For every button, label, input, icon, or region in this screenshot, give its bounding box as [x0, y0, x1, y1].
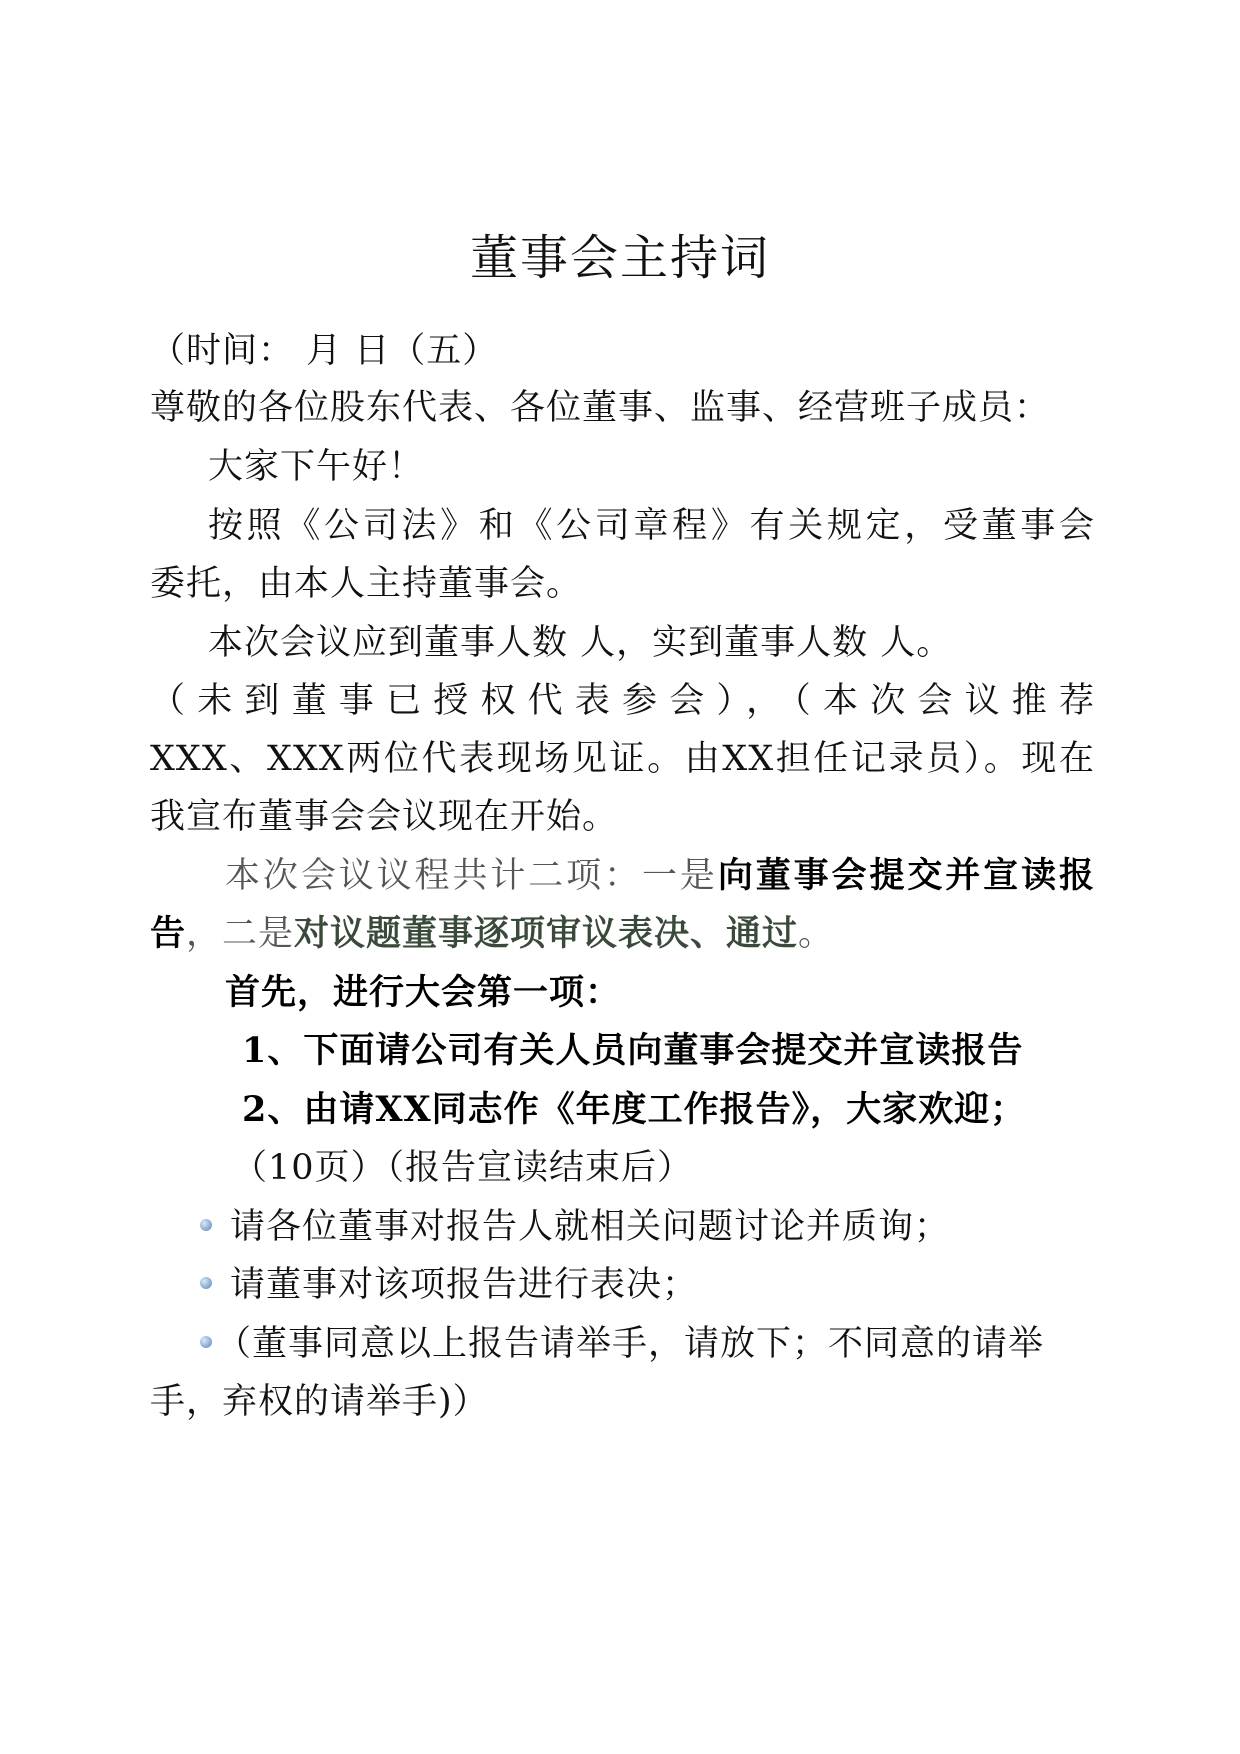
- bullet-dot-icon: [200, 1219, 212, 1231]
- document-title: 董事会主持词: [469, 230, 770, 286]
- agenda-item-1-continued: 告: [150, 913, 187, 954]
- step-1: 1、下面请公司有关人员向董事会提交并宣读报告: [242, 1030, 1024, 1071]
- greeting: 大家下午好！: [208, 447, 425, 487]
- paragraph-2-line-4: 我宣布董事会会议现在开始。: [150, 797, 619, 837]
- bullet-item-1: 请各位董事对报告人就相关问题讨论并质询；: [200, 1201, 1145, 1253]
- agenda-prefix: 本次会议议程共计二项：一是: [225, 856, 718, 896]
- paragraph-2-line-1: 本次会议应到董事人数 人，实到董事人数 人。: [208, 623, 953, 663]
- paragraph-2-line-3: XXX、XXX两位代表现场见证。由XX担任记录员）。现在: [150, 739, 1095, 779]
- time-line: （时间： 月 日（五）: [150, 331, 499, 371]
- agenda-end: 。: [798, 914, 835, 954]
- agenda-line-1: [225, 850, 1095, 902]
- bullet-item-2: 请董事对该项报告进行表决；: [200, 1259, 1145, 1311]
- last-line: 手，弃权的请举手)）: [150, 1382, 489, 1422]
- paragraph-1-line-1: 按照《公司法》和《公司章程》有关规定，受董事会: [208, 506, 1095, 546]
- agenda-line-2: [150, 908, 1095, 960]
- first-item-heading: 首先，进行大会第一项：: [225, 972, 622, 1013]
- agenda-item-1: 向董事会提交并宣读报: [717, 855, 1095, 896]
- salutation: 尊敬的各位股东代表、各位董事、监事、经营班子成员：: [150, 388, 1051, 428]
- bullet-item-3: （董事同意以上报告请举手，请放下；不同意的请举: [200, 1318, 1145, 1370]
- bullet-dot-icon: [200, 1336, 212, 1348]
- paragraph-2-line-2: （未到董事已授权代表参会），（本次会议推荐: [150, 681, 1095, 721]
- paragraph-1-line-2: 委托，由本人主持董事会。: [150, 564, 583, 604]
- step-2: 2、由请XX同志作《年度工作报告》，大家欢迎；: [242, 1089, 1027, 1130]
- agenda-item-2: 对议题董事逐项审议表决、通过: [294, 913, 799, 954]
- agenda-separator: ，二是: [186, 914, 295, 954]
- bullet-dot-icon: [200, 1277, 212, 1289]
- report-note: （10页）（报告宣读结束后）: [232, 1148, 694, 1188]
